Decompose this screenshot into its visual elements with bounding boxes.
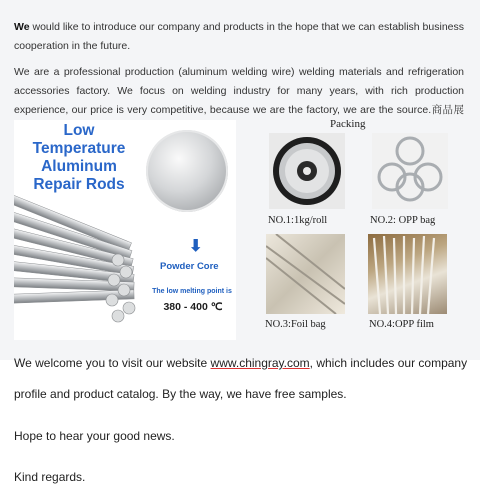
arrow-down-icon: ⬇ — [189, 238, 203, 255]
intro-paragraph — [14, 18, 464, 56]
regards-line: Kind regards. — [14, 470, 86, 484]
opp-film-rods-image — [368, 234, 447, 314]
website-link[interactable]: www.chingray.com — [210, 356, 310, 370]
company-paragraph: We are a professional production (aluminum welding wire) welding materials and refrigeration accessories factory. We focus on welding industry for many years, with rich production experience, our price is very competitive, because we are the factory, we are the source.商品展 — [14, 66, 464, 116]
promo-title-line: Temperature — [32, 140, 126, 157]
intro-lead: We — [14, 21, 30, 33]
packing-photo-foil-bag — [266, 234, 345, 314]
promo-title-line: Aluminum — [41, 158, 117, 175]
promo-title-line: Low — [63, 122, 95, 139]
welcome-text-end: , which includes our company — [309, 356, 468, 370]
melting-point-value: 380 - 400 ℃ — [163, 301, 223, 313]
packing-caption: NO.2: OPP bag — [370, 215, 436, 226]
packing-photo-opp-film — [368, 234, 447, 314]
foil-bag-image — [266, 234, 345, 314]
packing-photo-roll — [269, 133, 345, 209]
hope-line: Hope to hear your good news. — [14, 429, 175, 443]
welcome-text: We welcome you to visit our website — [14, 356, 211, 370]
packing-caption: NO.1:1kg/roll — [268, 215, 328, 226]
intro-text: would like to introduce our company and products in the hope that we can establish business cooperation in the future. — [14, 21, 464, 52]
powder-core-label: Powder Core — [160, 261, 219, 272]
rods-bundle-illustration — [14, 190, 144, 340]
packing-caption: NO.3:Foil bag — [265, 319, 326, 330]
packing-caption: NO.4:OPP film — [369, 319, 434, 330]
melting-point-label: The low melting point is — [152, 288, 232, 295]
packing-title: Packing — [330, 118, 366, 130]
product-promo-image — [14, 120, 236, 340]
promo-title-line: Repair Rods — [33, 176, 125, 193]
promo-title — [20, 122, 138, 194]
catalog-line: profile and product catalog. By the way, we have free samples. — [14, 387, 347, 401]
rod-cross-section-image — [146, 130, 228, 212]
wire-spool-image — [269, 133, 345, 209]
packing-photo-opp-bag — [372, 133, 448, 209]
wire-coils-image — [372, 133, 448, 209]
welcome-line — [14, 356, 467, 370]
